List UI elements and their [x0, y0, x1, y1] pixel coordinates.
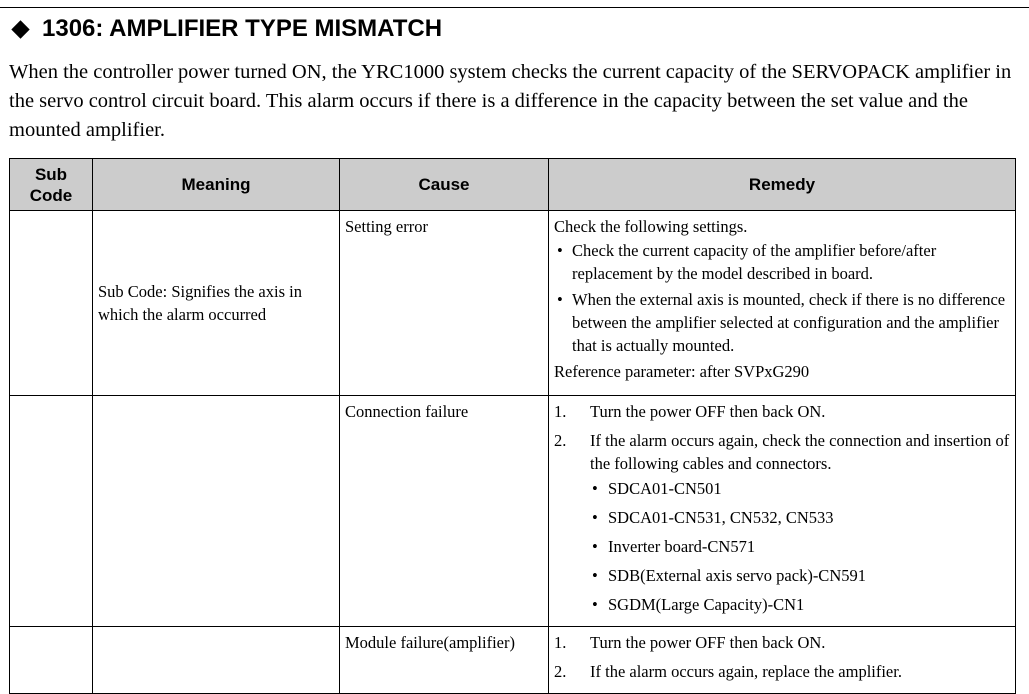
- connector-item: • SDCA01-CN501: [590, 477, 1010, 500]
- header-remedy: Remedy: [549, 159, 1016, 211]
- header-sub-code: Sub Code: [10, 159, 93, 211]
- meaning-cell: [93, 627, 340, 694]
- step-text: If the alarm occurs again, replace the amplifier.: [590, 662, 902, 681]
- table-row: [10, 396, 1016, 627]
- reference-parameter: Reference parameter: after SVPxG290: [554, 362, 810, 381]
- remedy-cell: [549, 396, 1016, 627]
- step-number: 1.: [554, 633, 567, 652]
- table-row: [10, 627, 1016, 694]
- diamond-bullet-icon: [11, 20, 29, 38]
- list-item: [554, 400, 1010, 423]
- connector-item: • Inverter board-CN571: [590, 535, 1010, 558]
- connector-item: • SDB(External axis servo pack)-CN591: [590, 564, 1010, 587]
- meaning-cell: [93, 396, 340, 627]
- cause-cell: Module failure(amplifier): [340, 627, 549, 694]
- step-text: Turn the power OFF then back ON.: [590, 633, 826, 652]
- remedy-cell: [549, 627, 1016, 694]
- cause-cell: Connection failure: [340, 396, 549, 627]
- table-row: [10, 211, 1016, 396]
- list-item: • Check the current capacity of the amplifier before/after replacement by the model described in board.: [554, 239, 1010, 285]
- list-item: [554, 631, 1010, 654]
- connector-item: • SGDM(Large Capacity)-CN1: [590, 593, 1010, 616]
- step-number: 2.: [554, 662, 567, 681]
- sub-code-cell: [10, 396, 93, 627]
- step-number: 1.: [554, 402, 567, 421]
- section-heading: [10, 12, 442, 46]
- step-text: If the alarm occurs again, check the connection and insertion of the following cables and connectors.: [590, 431, 1010, 473]
- top-rule: [0, 7, 1029, 8]
- sub-code-cell: [10, 627, 93, 694]
- list-item: • When the external axis is mounted, check if there is no difference between the amplifier selected at configuration and the amplifier that is actually mounted.: [554, 288, 1010, 357]
- list-item: [554, 429, 1010, 616]
- header-cause: Cause: [340, 159, 549, 211]
- remedy-intro: Check the following settings.: [554, 217, 748, 236]
- cause-cell: Setting error: [340, 211, 549, 396]
- connector-item: • SDCA01-CN531, CN532, CN533: [590, 506, 1010, 529]
- step-text: Turn the power OFF then back ON.: [590, 402, 826, 421]
- header-meaning: Meaning: [93, 159, 340, 211]
- table-header-row: [10, 159, 1016, 211]
- step-number: 2.: [554, 431, 567, 450]
- intro-paragraph: When the controller power turned ON, the YRC1000 system checks the current capacity of the SERVOPACK amplifier in the servo control circuit board. This alarm occurs if there is a difference in the capacity between the set value and the mounted amplifier.: [9, 61, 1012, 141]
- alarm-table: [9, 158, 1016, 694]
- alarm-title: 1306: AMPLIFIER TYPE MISMATCH: [42, 15, 443, 42]
- sub-code-cell: [10, 211, 93, 396]
- remedy-cell: [549, 211, 1016, 396]
- meaning-cell: Sub Code: Signifies the axis in which the alarm occurred: [93, 211, 340, 396]
- list-item: [554, 660, 1010, 683]
